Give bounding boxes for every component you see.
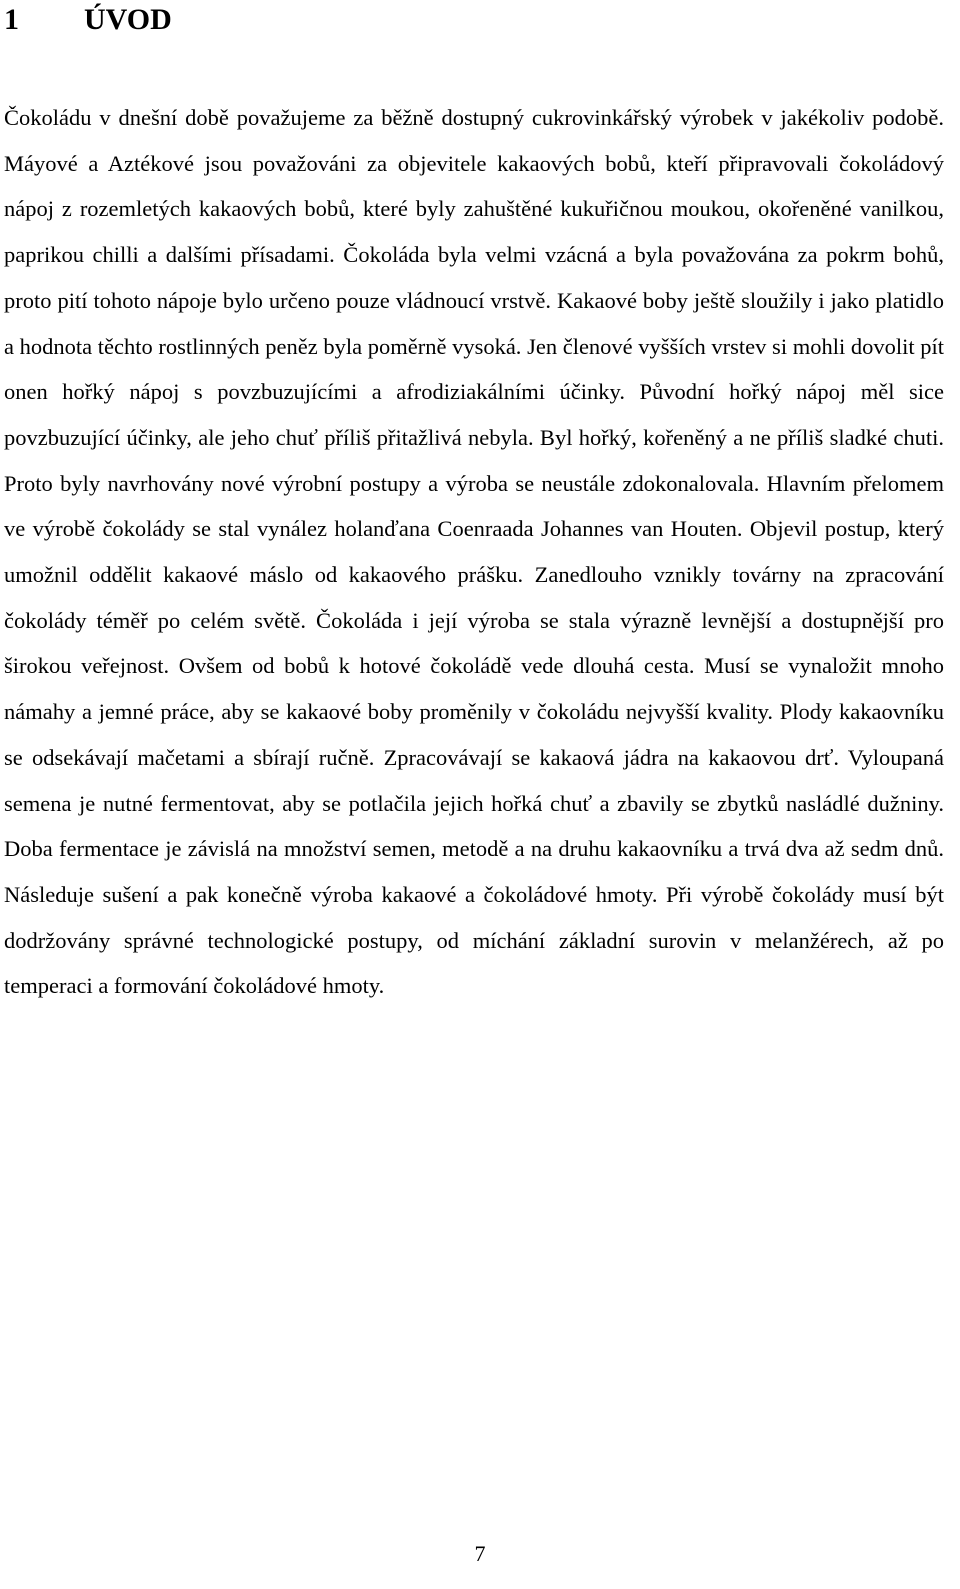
chapter-title: ÚVOD [84,3,172,36]
body-paragraph: Čokoládu v dnešní době považujeme za běžně dostupný cukrovinkářský výrobek v jakékoliv podobě. Máyové a Aztékové jsou považováni za objevitele kakaových bobů, kteří připravovali čokoládový nápoj z rozemletých kakaových bobů, které byly zahuštěné kukuřičnou moukou, okořeněné vanilkou, paprikou chilli a dalšími přísadami. Čokoláda byla velmi vzácná a byla považována za pokrm bohů, proto pití tohoto nápoje bylo určeno pouze vládnoucí vrstvě. Kakaové boby ještě sloužily i jako platidlo a hodnota těchto rostlinných peněz byla poměrně vysoká. Jen členové vyšších vrstev si mohli dovolit pít onen hořký nápoj s povzbuzujícími a afrodiziakálními účinky. Původní hořký nápoj měl sice povzbuzující účinky, ale jeho chuť příliš přitažlivá nebyla. Byl hořký, kořeněný a ne příliš sladké chuti. Proto byly navrhovány nové výrobní postupy a výroba se neustále zdokonalovala. Hlavním přelomem ve výrobě čokolády se stal vynález holanďana Coenraada Johannes van Houten. Objevil postup, který umožnil oddělit kakaové máslo od kakaového prášku. Zanedlouho vznikly továrny na zpracování čokolády téměř po celém světě. Čokoláda i její výroba se stala výrazně levnější a dostupnější pro širokou veřejnost. Ovšem od bobů k hotové čokoládě vede dlouhá cesta. Musí se vynaložit mnoho námahy a jemné práce, aby se kakaové boby proměnily v čokoládu nejvyšší kvality. Plody kakaovníku se odsekávají mačetami a sbírají ručně. Zpracovávají se kakaová jádra na kakaovou drť. Vyloupaná semena je nutné fermentovat, aby se potlačila jejich hořká chuť a zbavily se zbytků nasládlé dužniny. Doba fermentace je závislá na množství semen, metodě a na druhu kakaovníku a trvá dva až sedm dnů. Následuje sušení a pak konečně výroba kakaové a čokoládové hmoty. Při výrobě čokolády musí být dodržovány správné technologické postupy, od míchání základní surovin v melanžérech, až po temperaci a formování čokoládové hmoty. [4,105,944,999]
chapter-heading [4,2,172,38]
page-number: 7 [474,1541,486,1566]
chapter-number: 1 [4,3,19,36]
